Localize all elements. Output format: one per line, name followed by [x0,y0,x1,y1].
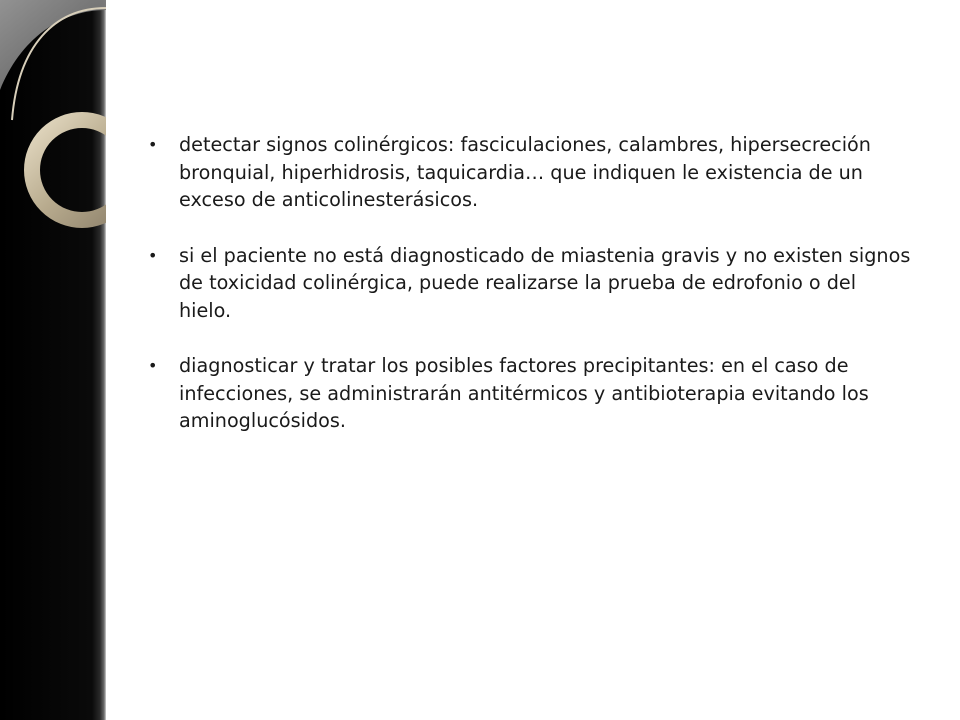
slide-content [148,131,928,463]
bullet-1-line-2: bronquial, hiperhidrosis, taquicardia… que indiquen le existencia de un [179,160,863,184]
tan-ring [32,120,106,220]
bullet-2-line-1: si el paciente no está diagnosticado de miastenia gravis y no existen signos [179,243,911,267]
top-arc-shape [0,0,106,90]
decorative-rings [0,0,106,260]
bullet-1-line-3: exceso de anticolinesterásicos. [179,188,479,211]
bullet-dot-icon: • [148,356,158,375]
left-decorative-band [0,0,106,720]
bullet-item-1 [148,131,928,214]
bullet-3-line-1: diagnosticar y tratar los posibles factores precipitantes: en el caso de [179,354,849,377]
bullet-item-3 [148,352,928,435]
bullet-dot-icon: • [148,135,158,154]
bullet-list [148,131,928,435]
bullet-1-line-1: detectar signos colinérgicos: fasciculaciones, calambres, hipersecreción [179,133,871,156]
bullet-2-line-3: hielo. [179,298,232,322]
bullet-2-line-2: de toxicidad colinérgica, puede realizarse la prueba de edrofonio o del [179,271,857,294]
bullet-item-2 [148,242,928,325]
bullet-dot-icon: • [148,245,158,265]
bullet-3-line-2: infecciones, se administrarán antitérmicos y antibioterapia evitando los [179,381,869,405]
bullet-3-line-3: aminoglucósidos. [179,409,346,432]
